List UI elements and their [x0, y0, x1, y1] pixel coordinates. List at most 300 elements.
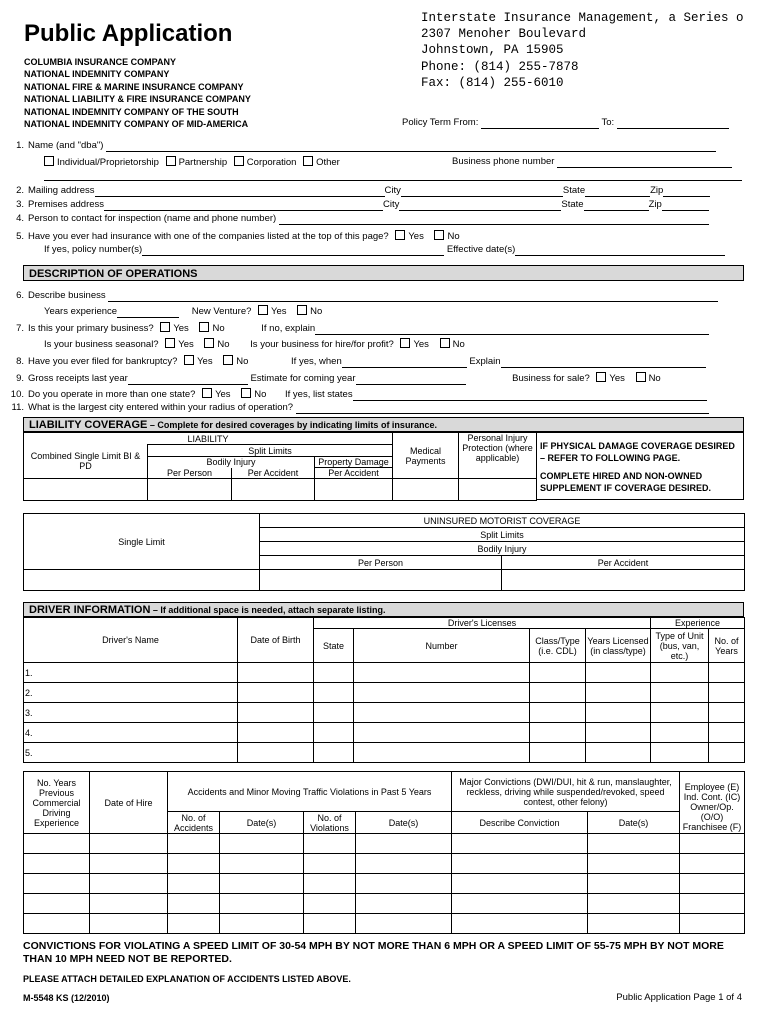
bi-per-accident-field[interactable]	[232, 479, 315, 501]
accidents-header: Accidents and Minor Moving Traffic Violations in Past 5 Years	[168, 772, 452, 812]
accident-dates-header: Date(s)	[220, 812, 304, 834]
coverage-notes	[536, 432, 744, 500]
effective-date-field[interactable]	[515, 245, 725, 256]
premises-address-field[interactable]	[104, 200, 383, 211]
inspection-contact-field[interactable]	[279, 214, 709, 225]
agency-line: Fax: (814) 255-6010	[421, 75, 564, 90]
company-list	[24, 56, 251, 130]
name-dba-field[interactable]	[106, 141, 716, 152]
q7-label: Is this your primary business?	[28, 323, 154, 334]
years-licensed-field[interactable]	[586, 663, 651, 683]
premises-state-field[interactable]	[584, 200, 649, 211]
history-cell[interactable]	[220, 834, 304, 854]
history-cell[interactable]	[452, 914, 588, 934]
history-cell[interactable]	[304, 874, 356, 894]
dob-field[interactable]	[238, 683, 314, 703]
primary-business-no-checkbox[interactable]	[199, 322, 209, 332]
years-field[interactable]	[709, 703, 745, 723]
history-cell[interactable]	[356, 854, 452, 874]
history-cell[interactable]	[588, 854, 680, 874]
largest-city-field[interactable]	[296, 403, 709, 414]
history-cell[interactable]	[90, 834, 168, 854]
pip-field[interactable]	[459, 479, 537, 501]
operations-header	[23, 265, 744, 281]
date-of-hire-header: Date of Hire	[90, 772, 168, 834]
new-venture-yes-checkbox[interactable]	[258, 305, 268, 315]
partnership-checkbox[interactable]	[166, 156, 176, 166]
liability-label: LIABILITY	[24, 433, 393, 445]
policy-term	[402, 117, 729, 129]
driver-table	[23, 617, 745, 763]
business-description-field[interactable]	[108, 291, 718, 302]
no-of-years-header: No. of Years	[709, 629, 745, 663]
q3-label: Premises address	[28, 199, 105, 210]
q-number: 11.	[11, 402, 24, 413]
liability-header	[23, 417, 744, 432]
drivers-name-header: Driver's Name	[24, 618, 238, 663]
seasonal-no-checkbox[interactable]	[204, 338, 214, 348]
drivers-licenses-header: Driver's Licenses	[314, 618, 651, 629]
mailing-city-field[interactable]	[401, 186, 563, 197]
history-cell[interactable]	[452, 894, 588, 914]
for-hire-yes-checkbox[interactable]	[400, 338, 410, 348]
policy-number-field[interactable]	[142, 245, 444, 256]
list-states-label: If yes, list states	[285, 389, 353, 400]
seasonal-yes-checkbox[interactable]	[165, 338, 175, 348]
q4-label: Person to contact for inspection (name and phone number)	[28, 213, 277, 224]
violation-dates-header: Date(s)	[356, 812, 452, 834]
history-cell[interactable]	[168, 894, 220, 914]
state-label: State	[561, 199, 584, 210]
history-cell[interactable]	[304, 854, 356, 874]
operations-header-title: DESCRIPTION OF OPERATIONS	[29, 268, 198, 280]
yes-label: Yes	[173, 323, 189, 334]
for-sale-no-checkbox[interactable]	[636, 372, 646, 382]
company-name: NATIONAL FIRE & MARINE INSURANCE COMPANY	[24, 81, 244, 92]
yes-label: Yes	[413, 339, 429, 350]
policy-number-label: If yes, policy number(s)	[44, 244, 143, 255]
table-row	[24, 743, 745, 763]
yes-label: Yes	[197, 356, 213, 367]
agency-line: Johnstown, PA 15905	[421, 43, 564, 58]
attach-explanation-note: PLEASE ATTACH DETAILED EXPLANATION OF ACCIDENTS LISTED ABOVE.	[23, 974, 351, 984]
if-no-explain-label: If no, explain	[261, 323, 316, 334]
q-number: 9.	[16, 373, 24, 384]
q5-label: Have you ever had insurance with one of the companies listed at the top of this page?	[28, 231, 389, 242]
speed-limit-note: CONVICTIONS FOR VIOLATING A SPEED LIMIT OF 30-54 MPH BY NOT MORE THAN 6 MPH OR A SPEED LIMIT OF 55-75 MPH BY NOT MORE THAN 10 MPH NEED NOT BE REPORTED.	[23, 940, 724, 965]
driver-header-subtitle: – If additional space is needed, attach separate listing.	[150, 605, 386, 615]
q10-row	[4, 388, 707, 400]
q6-label: Describe business	[28, 290, 106, 301]
dob-field[interactable]	[238, 703, 314, 723]
table-row	[24, 723, 745, 743]
premises-city-field[interactable]	[399, 200, 561, 211]
for-sale-label: Business for sale?	[512, 373, 590, 384]
um-per-person-field[interactable]	[260, 570, 502, 591]
physical-damage-note: IF PHYSICAL DAMAGE COVERAGE DESIRED – REFER TO FOLLOWING PAGE.	[540, 441, 735, 463]
other-label: Other	[316, 157, 340, 168]
history-cell[interactable]	[680, 874, 745, 894]
history-cell[interactable]	[168, 914, 220, 934]
q-number: 4.	[16, 213, 24, 224]
bankruptcy-explain-label: Explain	[469, 356, 501, 367]
liability-table	[23, 432, 537, 501]
history-cell[interactable]	[220, 914, 304, 934]
yes-label: Yes	[408, 231, 424, 242]
dob-field[interactable]	[238, 743, 314, 763]
state-field[interactable]	[314, 663, 354, 683]
unit-type-field[interactable]	[651, 683, 709, 703]
no-label: No	[236, 356, 249, 367]
um-single-limit-cell	[24, 514, 260, 570]
state-field[interactable]	[314, 743, 354, 763]
class-field[interactable]	[530, 663, 586, 683]
history-cell[interactable]	[24, 834, 90, 854]
q5b-row	[44, 244, 725, 256]
history-cell[interactable]	[588, 894, 680, 914]
history-cell[interactable]	[90, 854, 168, 874]
major-convictions-header: Major Convictions (DWI/DUI, hit & run, manslaughter, reckless, driving while suspended/revoked, speed contest, other felony)	[452, 772, 680, 812]
q11-row	[4, 402, 709, 414]
combined-single-limit-label: Combined Single Limit BI & PD	[24, 445, 148, 479]
yes-label: Yes	[271, 306, 287, 317]
mailing-zip-field[interactable]	[663, 186, 710, 197]
years-field[interactable]	[709, 723, 745, 743]
history-cell[interactable]	[356, 874, 452, 894]
number-field[interactable]	[354, 663, 530, 683]
years-licensed-field[interactable]	[586, 743, 651, 763]
history-cell[interactable]	[220, 874, 304, 894]
history-cell[interactable]	[24, 894, 90, 914]
number-field[interactable]	[354, 723, 530, 743]
agency-line: 2307 Menoher Boulevard	[421, 27, 587, 42]
divider	[44, 180, 742, 181]
um-per-accident-field[interactable]	[502, 570, 745, 591]
class-field[interactable]	[530, 743, 586, 763]
no-label: No	[217, 339, 230, 350]
table-row	[24, 703, 745, 723]
no-label: No	[648, 373, 661, 384]
q6-row	[4, 290, 718, 302]
date-of-birth-header: Date of Birth	[238, 618, 314, 663]
q8-label: Have you ever filed for bankruptcy?	[28, 356, 178, 367]
seasonal-label: Is your business seasonal?	[44, 339, 159, 350]
seasonal-row	[44, 338, 465, 350]
unit-type-field[interactable]	[651, 703, 709, 723]
liability-header-title: LIABILITY COVERAGE	[29, 419, 148, 431]
no-label: No	[447, 231, 460, 242]
history-cell[interactable]	[588, 874, 680, 894]
um-single-limit-label: Single Limit	[118, 536, 165, 547]
q8-row	[4, 355, 706, 367]
bankruptcy-no-checkbox[interactable]	[223, 355, 233, 365]
driver-header	[23, 602, 744, 617]
history-cell[interactable]	[356, 914, 452, 934]
history-cell[interactable]	[90, 894, 168, 914]
primary-business-yes-checkbox[interactable]	[160, 322, 170, 332]
yes-label: Yes	[215, 389, 231, 400]
city-label: City	[384, 185, 401, 196]
state-label: State	[562, 185, 586, 196]
q-number: 5.	[16, 231, 24, 242]
policy-term-to-label: To:	[601, 117, 615, 128]
uninsured-motorist-table	[23, 513, 745, 591]
history-cell[interactable]	[588, 834, 680, 854]
history-cell[interactable]	[680, 834, 745, 854]
q-number: 6.	[16, 290, 24, 301]
years-licensed-header: Years Licensed (in class/type)	[586, 629, 651, 663]
history-cell[interactable]	[168, 834, 220, 854]
history-cell[interactable]	[452, 874, 588, 894]
partnership-label: Partnership	[178, 157, 228, 168]
history-cell[interactable]	[24, 854, 90, 874]
driver-row-number[interactable]: 2.	[24, 683, 238, 703]
driver-row-number[interactable]: 5.	[24, 743, 238, 763]
no-label: No	[254, 389, 267, 400]
q-number: 2.	[16, 185, 24, 196]
years-licensed-field[interactable]	[586, 703, 651, 723]
effective-date-label: Effective date(s)	[446, 244, 516, 255]
driver-row-number[interactable]: 1.	[24, 663, 238, 683]
q-number: 8.	[16, 356, 24, 367]
property-damage-title: Property Damage	[318, 457, 389, 467]
years-field[interactable]	[709, 663, 745, 683]
no-years-experience-header: No. Years Previous Commercial Driving Experience	[24, 772, 90, 834]
yes-label: Yes	[178, 339, 194, 350]
state-field[interactable]	[314, 723, 354, 743]
zip-label: Zip	[650, 185, 664, 196]
no-of-accidents-header: No. of Accidents	[168, 812, 220, 834]
liability-header-subtitle: – Complete for desired coverages by indicating limits of insurance.	[147, 420, 437, 430]
history-cell[interactable]	[220, 854, 304, 874]
for-hire-label: Is your business for hire/for profit?	[250, 339, 394, 350]
entity-type-row	[40, 156, 340, 168]
corporation-label: Corporation	[246, 157, 297, 168]
policy-term-from-field[interactable]	[481, 118, 599, 129]
years-experience-field[interactable]	[117, 307, 179, 318]
new-venture-no-checkbox[interactable]	[297, 305, 307, 315]
class-field[interactable]	[530, 703, 586, 723]
table-row	[24, 834, 745, 854]
property-damage-label	[315, 457, 393, 479]
state-field[interactable]	[314, 703, 354, 723]
policy-term-from-label: Policy Term From:	[402, 117, 479, 128]
history-cell[interactable]	[90, 914, 168, 934]
no-of-violations-header: No. of Violations	[304, 812, 356, 834]
policy-term-to-field[interactable]	[617, 118, 729, 129]
class-field[interactable]	[530, 723, 586, 743]
multi-state-no-checkbox[interactable]	[241, 388, 251, 398]
list-states-field[interactable]	[353, 390, 707, 401]
combined-single-limit-field[interactable]	[24, 479, 148, 501]
state-field[interactable]	[314, 683, 354, 703]
yes-label: Yes	[609, 373, 625, 384]
history-cell[interactable]	[168, 874, 220, 894]
bankruptcy-when-label: If yes, when	[291, 356, 342, 367]
no-label: No	[452, 339, 465, 350]
history-cell[interactable]	[680, 914, 745, 934]
multi-state-yes-checkbox[interactable]	[202, 388, 212, 398]
business-phone-field[interactable]	[557, 157, 732, 168]
driver-header-title: DRIVER INFORMATION	[29, 604, 151, 616]
table-row	[24, 663, 745, 683]
unit-type-field[interactable]	[651, 663, 709, 683]
no-label: No	[212, 323, 225, 334]
q-number: 7.	[16, 323, 24, 334]
prior-insurance-no-checkbox[interactable]	[434, 230, 444, 240]
history-cell[interactable]	[304, 914, 356, 934]
q-number: 1.	[16, 140, 24, 151]
estimate-label: Estimate for coming year	[250, 373, 356, 384]
estimate-field[interactable]	[356, 374, 466, 385]
q2-label: Mailing address	[28, 185, 95, 196]
bankruptcy-when-field[interactable]	[342, 357, 467, 368]
dob-field[interactable]	[238, 663, 314, 683]
history-cell[interactable]	[452, 834, 588, 854]
medical-payments-label: Medical Payments	[393, 433, 459, 479]
for-hire-no-checkbox[interactable]	[440, 338, 450, 348]
history-cell[interactable]	[168, 854, 220, 874]
history-cell[interactable]	[356, 894, 452, 914]
driving-history-table	[23, 771, 745, 934]
number-field[interactable]	[354, 683, 530, 703]
gross-receipts-field[interactable]	[128, 374, 248, 385]
describe-conviction-header: Describe Conviction	[452, 812, 588, 834]
license-state-header: State	[314, 629, 354, 663]
years-field[interactable]	[709, 743, 745, 763]
per-person-label: Per Person	[148, 468, 232, 479]
other-checkbox[interactable]	[303, 156, 313, 166]
company-name: NATIONAL LIABILITY & FIRE INSURANCE COMPANY	[24, 94, 251, 105]
hired-non-owned-note: COMPLETE HIRED AND NON-OWNED SUPPLEMENT IF COVERAGE DESIRED.	[540, 471, 712, 493]
history-cell[interactable]	[24, 914, 90, 934]
history-cell[interactable]	[304, 894, 356, 914]
license-number-header: Number	[354, 629, 530, 663]
q9-row	[4, 372, 661, 384]
individual-label: Individual/Proprietorship	[57, 157, 159, 168]
driver-row-number[interactable]: 3.	[24, 703, 238, 723]
zip-label: Zip	[648, 199, 662, 210]
agency-line: Phone: (814) 255-7878	[421, 59, 579, 74]
unit-type-field[interactable]	[651, 723, 709, 743]
table-row	[24, 683, 745, 703]
history-cell[interactable]	[304, 834, 356, 854]
mailing-address-field[interactable]	[95, 186, 385, 197]
pip-label: Personal Injury Protection (where applicable)	[459, 433, 537, 479]
history-cell[interactable]	[680, 894, 745, 914]
history-cell[interactable]	[90, 874, 168, 894]
no-label: No	[310, 306, 323, 317]
um-per-person-label: Per Person	[260, 556, 502, 570]
medical-payments-field[interactable]	[393, 479, 459, 501]
business-phone-row	[452, 156, 732, 168]
history-cell[interactable]	[452, 854, 588, 874]
business-phone-label: Business phone number	[452, 156, 555, 167]
table-row	[24, 894, 745, 914]
bankruptcy-explain-field[interactable]	[501, 357, 706, 368]
number-field[interactable]	[354, 743, 530, 763]
table-row	[24, 854, 745, 874]
city-label: City	[383, 199, 400, 210]
dob-field[interactable]	[238, 723, 314, 743]
history-cell[interactable]	[220, 894, 304, 914]
history-cell[interactable]	[680, 854, 745, 874]
pd-per-accident-field[interactable]	[315, 479, 393, 501]
um-split-limits-label: Split Limits	[260, 528, 745, 542]
bodily-injury-label: Bodily Injury	[148, 457, 315, 468]
page-number: Public Application Page 1 of 4	[616, 992, 742, 1003]
q1-row	[4, 140, 716, 152]
experience-header: Experience	[651, 618, 745, 629]
um-bodily-injury-label: Bodily Injury	[260, 542, 745, 556]
class-field[interactable]	[530, 683, 586, 703]
q-number: 10.	[10, 389, 24, 400]
q2-row	[4, 185, 710, 197]
corporation-checkbox[interactable]	[234, 156, 244, 166]
q3-row	[4, 199, 709, 211]
q7-row	[4, 322, 709, 334]
property-per-accident-label: Per Accident	[315, 467, 392, 478]
type-of-unit-header: Type of Unit (bus, van, etc.)	[651, 629, 709, 663]
experience-row	[44, 305, 322, 317]
company-name: NATIONAL INDEMNITY COMPANY OF MID-AMERICA	[24, 119, 249, 130]
company-name: NATIONAL INDEMNITY COMPANY OF THE SOUTH	[24, 106, 239, 117]
um-single-limit-field[interactable]	[24, 570, 260, 591]
bi-per-person-field[interactable]	[148, 479, 232, 501]
q-number: 3.	[16, 199, 24, 210]
company-name: NATIONAL INDEMNITY COMPANY	[24, 69, 170, 80]
individual-checkbox[interactable]	[44, 156, 54, 166]
years-field[interactable]	[709, 683, 745, 703]
bankruptcy-yes-checkbox[interactable]	[184, 355, 194, 365]
q11-label: What is the largest city entered within your radius of operation?	[28, 402, 294, 413]
mailing-state-field[interactable]	[585, 186, 650, 197]
page-title: Public Application	[24, 20, 233, 47]
driver-row-number[interactable]: 4.	[24, 723, 238, 743]
um-per-accident-label: Per Accident	[502, 556, 745, 570]
company-name: COLUMBIA INSURANCE COMPANY	[24, 57, 176, 67]
agency-line: Interstate Insurance Management, a Series o	[421, 11, 744, 25]
split-limits-label: Split Limits	[148, 445, 393, 457]
years-licensed-field[interactable]	[586, 683, 651, 703]
years-licensed-field[interactable]	[586, 723, 651, 743]
premises-zip-field[interactable]	[662, 200, 709, 211]
history-cell[interactable]	[588, 914, 680, 934]
employee-type-header: Employee (E) Ind. Cont. (IC) Owner/Op. (O/O) Franchisee (F)	[680, 772, 745, 834]
q9-label: Gross receipts last year	[28, 373, 128, 384]
history-cell[interactable]	[356, 834, 452, 854]
for-sale-yes-checkbox[interactable]	[596, 372, 606, 382]
um-title: UNINSURED MOTORIST COVERAGE	[260, 514, 745, 528]
form-number: M-5548 KS (12/2010)	[23, 993, 110, 1003]
class-type-header: Class/Type (i.e. CDL)	[530, 629, 586, 663]
new-venture-label: New Venture?	[191, 306, 252, 317]
q1-label: Name (and "dba")	[28, 140, 104, 151]
unit-type-field[interactable]	[651, 743, 709, 763]
prior-insurance-yes-checkbox[interactable]	[395, 230, 405, 240]
q4-row	[4, 213, 709, 225]
q5-row	[4, 230, 460, 242]
history-cell[interactable]	[24, 874, 90, 894]
per-accident-label: Per Accident	[232, 468, 315, 479]
table-row	[24, 874, 745, 894]
number-field[interactable]	[354, 703, 530, 723]
q10-label: Do you operate in more than one state?	[28, 389, 196, 400]
table-row	[24, 914, 745, 934]
agency-address	[421, 10, 770, 91]
if-no-explain-field[interactable]	[315, 324, 709, 335]
conviction-dates-header: Date(s)	[588, 812, 680, 834]
